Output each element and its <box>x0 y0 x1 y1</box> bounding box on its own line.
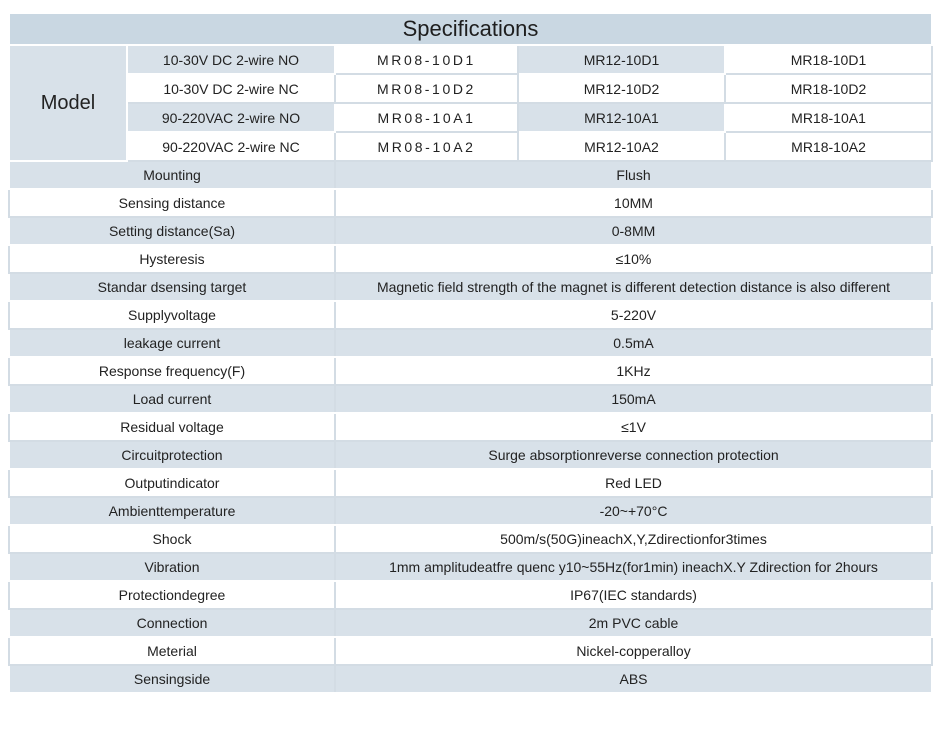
spec-value: Red LED <box>335 469 932 497</box>
spec-label: Ambienttemperature <box>9 497 335 525</box>
spec-row <box>9 525 932 553</box>
model-row <box>9 132 932 161</box>
spec-label: Shock <box>9 525 335 553</box>
spec-row <box>9 273 932 301</box>
model-mr08: MR08-10A1 <box>335 103 518 132</box>
spec-label: Meterial <box>9 637 335 665</box>
spec-value: 500m/s(50G)ineachX,Y,Zdirectionfor3times <box>335 525 932 553</box>
spec-value: -20~+70°C <box>335 497 932 525</box>
spec-row <box>9 469 932 497</box>
spec-value: 0.5mA <box>335 329 932 357</box>
model-mr18: MR18-10D1 <box>725 45 932 74</box>
table-title: Specifications <box>9 13 932 45</box>
title-row <box>9 13 932 45</box>
model-label: Model <box>9 45 127 161</box>
model-mr18: MR18-10A1 <box>725 103 932 132</box>
spec-value: 10MM <box>335 189 932 217</box>
spec-value: 1KHz <box>335 357 932 385</box>
spec-value: IP67(IEC standards) <box>335 581 932 609</box>
spec-row <box>9 553 932 581</box>
spec-label: Connection <box>9 609 335 637</box>
model-type: 90-220VAC 2-wire NO <box>127 103 335 132</box>
model-mr08: MR08-10D1 <box>335 45 518 74</box>
spec-label: Residual voltage <box>9 413 335 441</box>
spec-row <box>9 245 932 273</box>
specifications-sheet <box>8 12 931 694</box>
spec-row <box>9 385 932 413</box>
model-type: 10-30V DC 2-wire NO <box>127 45 335 74</box>
model-type: 10-30V DC 2-wire NC <box>127 74 335 103</box>
model-mr12: MR12-10D1 <box>518 45 725 74</box>
specifications-table <box>8 12 933 694</box>
spec-label: Supplyvoltage <box>9 301 335 329</box>
spec-label: Protectiondegree <box>9 581 335 609</box>
spec-label: Standar dsensing target <box>9 273 335 301</box>
spec-value: 2m PVC cable <box>335 609 932 637</box>
spec-label: Mounting <box>9 161 335 189</box>
model-mr12: MR12-10D2 <box>518 74 725 103</box>
model-row <box>9 45 932 74</box>
spec-label: Vibration <box>9 553 335 581</box>
model-mr12: MR12-10A1 <box>518 103 725 132</box>
spec-row <box>9 413 932 441</box>
spec-label: Sensing distance <box>9 189 335 217</box>
spec-row <box>9 329 932 357</box>
spec-row <box>9 609 932 637</box>
spec-row <box>9 161 932 189</box>
spec-row <box>9 581 932 609</box>
model-type: 90-220VAC 2-wire NC <box>127 132 335 161</box>
spec-value: 150mA <box>335 385 932 413</box>
spec-label: Hysteresis <box>9 245 335 273</box>
spec-label: Outputindicator <box>9 469 335 497</box>
spec-label: Circuitprotection <box>9 441 335 469</box>
model-mr08: MR08-10D2 <box>335 74 518 103</box>
model-row <box>9 74 932 103</box>
spec-value: Magnetic field strength of the magnet is different detection distance is also different <box>335 273 932 301</box>
spec-value: 5-220V <box>335 301 932 329</box>
spec-value: Surge absorptionreverse connection protection <box>335 441 932 469</box>
spec-row <box>9 665 932 693</box>
spec-row <box>9 301 932 329</box>
spec-label: Response frequency(F) <box>9 357 335 385</box>
spec-row <box>9 441 932 469</box>
model-mr08: MR08-10A2 <box>335 132 518 161</box>
spec-value: Nickel-copperalloy <box>335 637 932 665</box>
spec-label: leakage current <box>9 329 335 357</box>
model-row <box>9 103 932 132</box>
model-mr18: MR18-10D2 <box>725 74 932 103</box>
spec-value: ≤10% <box>335 245 932 273</box>
spec-row <box>9 497 932 525</box>
spec-value: 0-8MM <box>335 217 932 245</box>
spec-label: Load current <box>9 385 335 413</box>
spec-row <box>9 637 932 665</box>
spec-value: ABS <box>335 665 932 693</box>
model-mr18: MR18-10A2 <box>725 132 932 161</box>
spec-value: Flush <box>335 161 932 189</box>
spec-value: 1mm amplitudeatfre quenc y10~55Hz(for1min) ineachX.Y Zdirection for 2hours <box>335 553 932 581</box>
spec-row <box>9 357 932 385</box>
spec-value: ≤1V <box>335 413 932 441</box>
spec-row <box>9 189 932 217</box>
model-mr12: MR12-10A2 <box>518 132 725 161</box>
spec-row <box>9 217 932 245</box>
spec-label: Sensingside <box>9 665 335 693</box>
spec-label: Setting distance(Sa) <box>9 217 335 245</box>
